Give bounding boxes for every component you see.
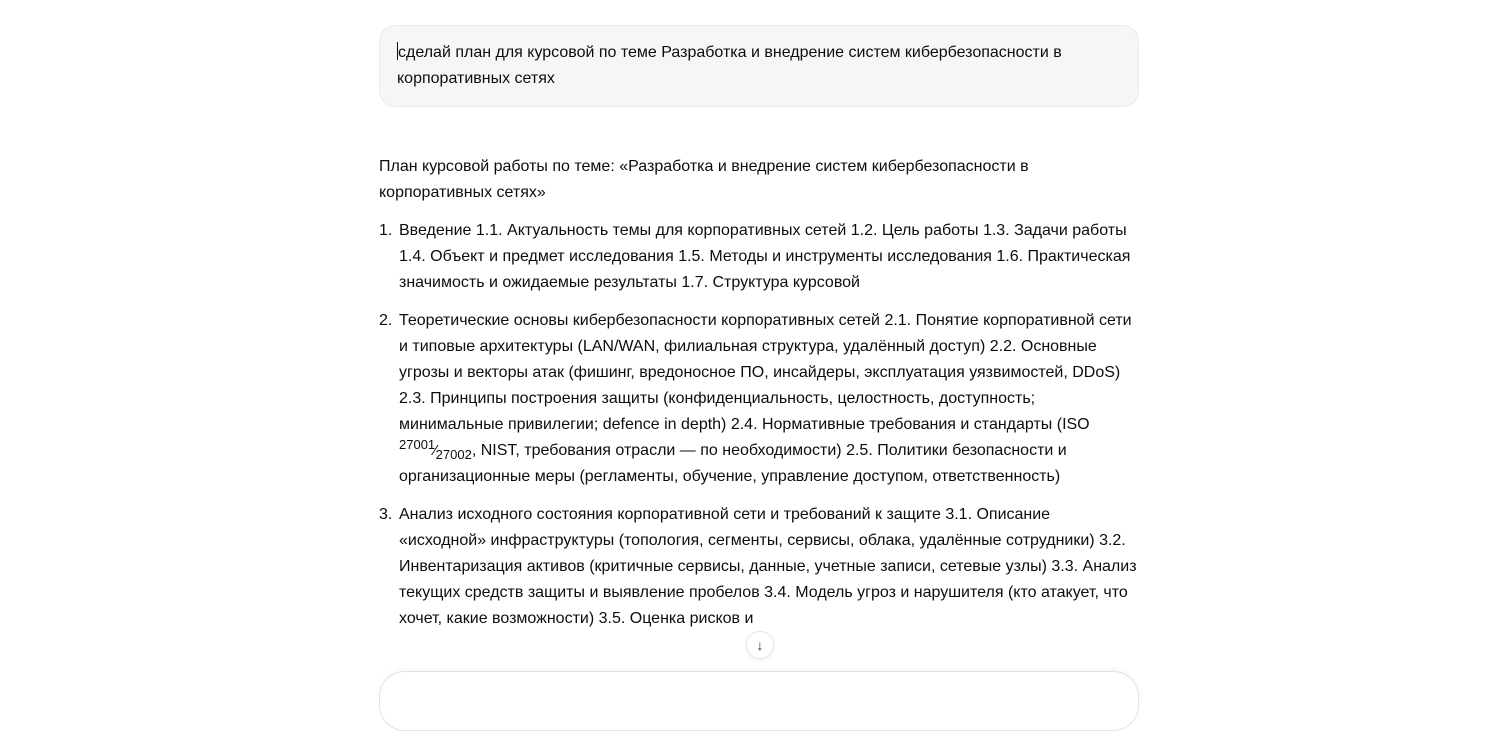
plan-item-text: Введение 1.1. Актуальность темы для корпоративных сетей 1.2. Цель работы 1.3. Задачи работы 1.4. Объект и предмет исследования 1.5. Методы и инструменты исследования 1.6. Практическая значимость и ожидаемые результаты 1.7. Структура курсовой (399, 222, 1131, 291)
arrow-down-icon: ↓ (756, 637, 764, 653)
user-message-bubble[interactable] (379, 25, 1139, 107)
scroll-to-bottom-button[interactable] (746, 631, 774, 659)
plan-item-text: Анализ исходного состояния корпоративной сети и требований к защите 3.1. Описание «исходной» инфраструктуры (топология, сегменты, сервисы, облака, удалённые сотрудники) 3.2. Инвентаризация активов (критичные сервисы, данные, учетные записи, сетевые узлы) 3.3. Анализ текущих средств защиты и выявление пробелов 3.4. Модель угроз и нарушителя (кто атакует, что хочет, какие возможности) 3.5. Оценка рисков и (399, 506, 1137, 627)
assistant-message (379, 154, 1139, 644)
iso-denominator: 27002 (435, 447, 472, 462)
plan-item-2 (379, 308, 1139, 490)
iso-numerator: 27001 (399, 437, 436, 452)
assistant-plan-title: План курсовой работы по теме: «Разработка и внедрение систем кибербезопасности в корпоративных сетях» (379, 158, 1029, 201)
plan-item-number: 3. (379, 506, 393, 523)
iso-standard-fraction (399, 438, 472, 464)
plan-list (379, 218, 1139, 632)
plan-item-number: 1. (379, 222, 393, 239)
message-composer[interactable] (379, 671, 1139, 731)
iso-slash: ⁄ (434, 442, 437, 459)
user-message-text: сделай план для курсовой по теме Разработка и внедрение систем кибербезопасности в корпоративных сетях (397, 44, 1062, 87)
plan-item-1 (379, 218, 1139, 296)
plan-item-text-part2: , NIST, требования отрасли — по необходимости) 2.5. Политики безопасности и организационные меры (регламенты, обучение, управление доступом, ответственность) (399, 442, 1067, 485)
plan-item-text-part1: Теоретические основы кибербезопасности корпоративных сетей 2.1. Понятие корпоративной сети и типовые архитектуры (LAN/WAN, филиальная структура, удалённый доступ) 2.2. Основные угрозы и векторы атак (фишинг, вредоносное ПО, инсайдеры, эксплуатация уязвимостей, DDoS) 2.3. Принципы построения защиты (конфиденциальность, целостность, доступность; минимальные привилегии; defence in depth) 2.4. Нормативные требования и стандарты (ISO (399, 312, 1132, 433)
plan-item-number: 2. (379, 312, 393, 329)
plan-item-3 (379, 502, 1139, 632)
